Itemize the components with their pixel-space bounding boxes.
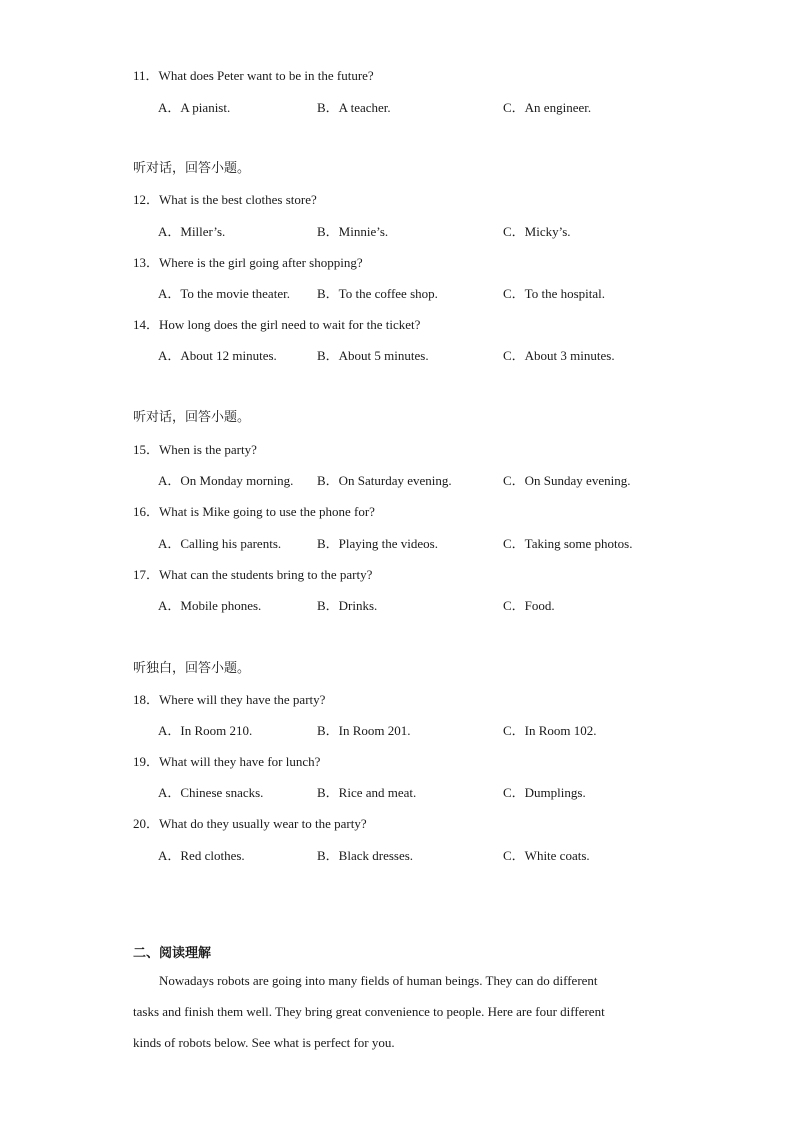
option-label: B． [317,473,339,488]
option-label: B． [317,224,339,239]
option-text: Food. [524,598,555,613]
option-label: A． [158,536,181,551]
reading-section-heading: 二、阅读理解 [133,946,212,961]
option-text: Drinks. [338,598,378,613]
option-c [503,473,630,489]
option-label: C． [503,286,525,301]
question-text: When is the party? [159,442,257,457]
question-20 [133,816,367,832]
question-number: 13 [133,255,146,270]
question-separator: ． [146,317,160,332]
option-label: C． [503,348,525,363]
option-label: C． [503,723,525,738]
option-label: B． [317,785,339,800]
question-text: What is the best clothes store? [159,192,317,207]
question-number: 17 [133,567,146,582]
question-separator: ． [146,816,160,831]
option-label: C． [503,536,525,551]
question-text: Where will they have the party? [159,692,326,707]
question-number: 15 [133,442,146,457]
option-label: A． [158,723,181,738]
option-label: C． [503,224,525,239]
option-text: In Room 210. [180,723,253,738]
option-text: Taking some photos. [524,536,633,551]
option-text: On Sunday evening. [524,473,631,488]
option-a [158,598,261,614]
option-a [158,100,230,116]
option-label: B． [317,348,339,363]
option-label: A． [158,224,181,239]
question-separator: ． [146,567,160,582]
question-separator: ． [146,504,160,519]
option-b [317,100,391,116]
option-text: In Room 201. [338,723,411,738]
question-text: Where is the girl going after shopping? [159,255,363,270]
section-header: 听对话，回答小题。 [133,161,251,176]
option-label: B． [317,723,339,738]
question-18 [133,692,325,708]
option-text: Mobile phones. [180,598,262,613]
option-label: B． [317,598,339,613]
option-label: B． [317,100,339,115]
option-text: Calling his parents. [180,536,282,551]
option-a [158,723,252,739]
option-text: Rice and meat. [338,785,417,800]
option-b [317,848,413,864]
option-text: Miller’s. [180,224,226,239]
question-number: 20 [133,816,146,831]
question-16 [133,504,375,520]
option-b [317,536,438,552]
option-label: B． [317,848,339,863]
option-text: To the movie theater. [180,286,290,301]
question-number: 16 [133,504,146,519]
option-text: About 12 minutes. [180,348,277,363]
option-c [503,348,615,364]
option-label: B． [317,536,339,551]
option-b [317,598,377,614]
option-text: Micky’s. [524,224,571,239]
option-label: B． [317,286,339,301]
question-separator: ． [146,192,160,207]
question-13 [133,255,363,271]
option-label: A． [158,598,181,613]
section-header: 听独白，回答小题。 [133,661,251,676]
option-text: Chinese snacks. [180,785,264,800]
question-12 [133,192,317,208]
option-text: Black dresses. [338,848,414,863]
option-text: In Room 102. [524,723,597,738]
option-label: A． [158,785,181,800]
option-b [317,723,411,739]
question-number: 11 [133,68,146,83]
option-c [503,536,632,552]
option-c [503,286,605,302]
reading-paragraph-line: tasks and finish them well. They bring great convenience to people. Here are four different [133,1004,605,1019]
question-14 [133,317,420,333]
option-label: C． [503,100,525,115]
option-label: C． [503,785,525,800]
option-a [158,348,277,364]
option-text: On Saturday evening. [338,473,452,488]
option-a [158,536,281,552]
question-11 [133,68,374,84]
option-text: Playing the videos. [338,536,438,551]
option-c [503,598,555,614]
question-number: 18 [133,692,146,707]
option-a [158,286,290,302]
option-a [158,224,225,240]
option-text: To the hospital. [524,286,606,301]
question-separator: ． [146,754,160,769]
option-label: A． [158,348,181,363]
option-b [317,473,452,489]
option-text: On Monday morning. [180,473,294,488]
question-text: What can the students bring to the party? [159,567,373,582]
option-text: About 3 minutes. [524,348,615,363]
option-a [158,848,245,864]
question-text: What is Mike going to use the phone for? [159,504,375,519]
question-separator: ． [146,442,160,457]
option-text: Red clothes. [180,848,245,863]
option-b [317,785,416,801]
question-17 [133,567,372,583]
question-number: 19 [133,754,146,769]
option-b [317,224,388,240]
reading-paragraph-line: kinds of robots below. See what is perfect for you. [133,1035,395,1050]
option-label: A． [158,100,181,115]
option-b [317,348,429,364]
option-a [158,785,263,801]
option-label: C． [503,848,525,863]
option-text: To the coffee shop. [338,286,438,301]
question-19 [133,754,320,770]
option-c [503,100,591,116]
option-c [503,224,571,240]
option-text: White coats. [524,848,590,863]
option-text: A pianist. [180,100,231,115]
option-label: A． [158,286,181,301]
option-label: A． [158,473,181,488]
option-text: Dumplings. [524,785,586,800]
option-b [317,286,438,302]
question-number: 14 [133,317,146,332]
option-label: C． [503,473,525,488]
option-label: A． [158,848,181,863]
option-c [503,848,590,864]
option-a [158,473,293,489]
question-text: How long does the girl need to wait for the ticket? [159,317,421,332]
section-header: 听对话，回答小题。 [133,410,251,425]
question-separator: ． [146,692,160,707]
option-text: A teacher. [338,100,391,115]
question-separator: ． [146,255,160,270]
question-text: What do they usually wear to the party? [159,816,367,831]
option-c [503,785,586,801]
question-15 [133,442,257,458]
option-c [503,723,597,739]
option-text: An engineer. [524,100,592,115]
option-text: Minnie’s. [338,224,389,239]
question-separator: ． [145,68,159,83]
question-text: What does Peter want to be in the future? [158,68,374,83]
question-text: What will they have for lunch? [159,754,321,769]
option-label: C． [503,598,525,613]
question-number: 12 [133,192,146,207]
option-text: About 5 minutes. [338,348,429,363]
reading-paragraph-line: Nowadays robots are going into many fields of human beings. They can do different [159,973,598,988]
